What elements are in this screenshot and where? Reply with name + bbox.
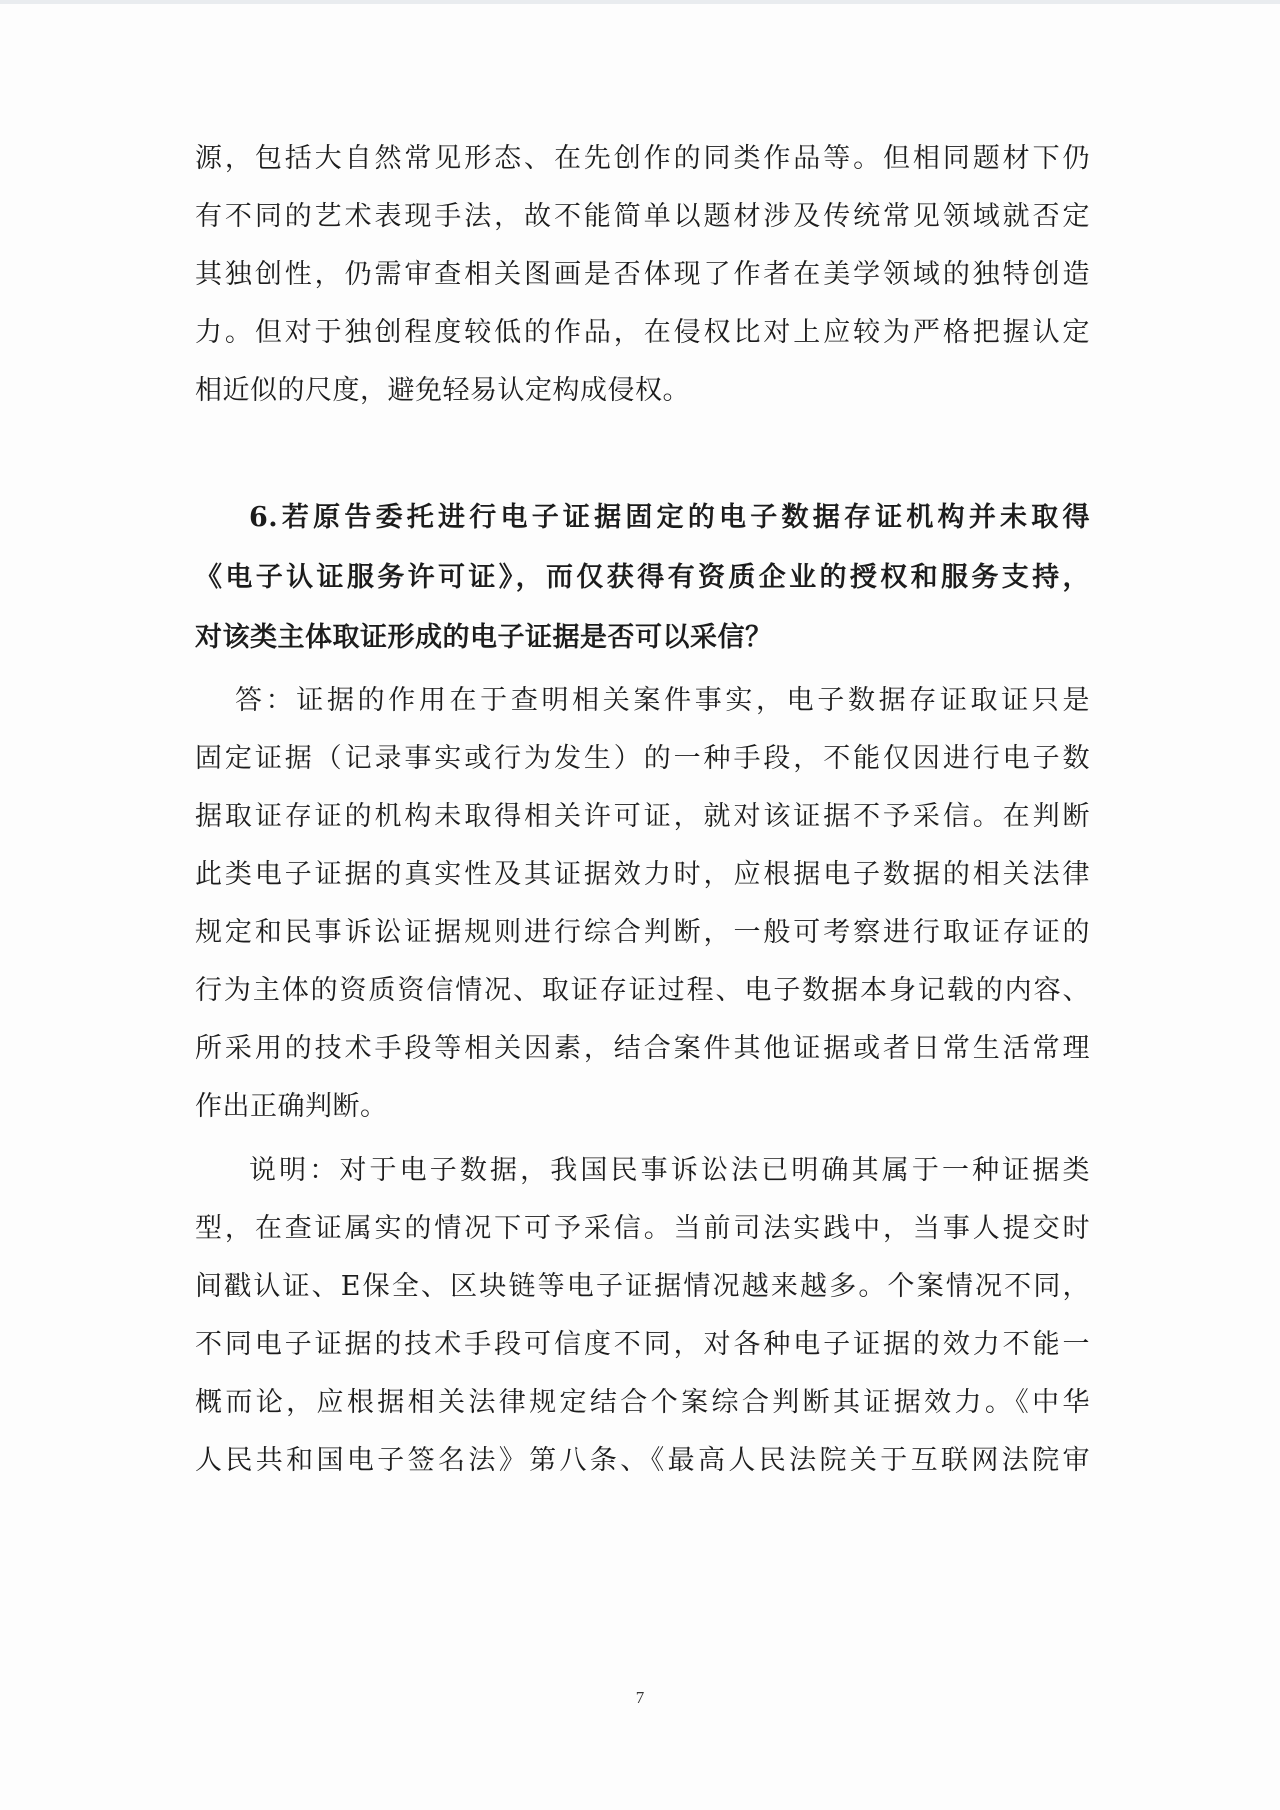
text-line: 所采用的技术手段等相关因素，结合案件其他证据或者日常生活常理 — [195, 1033, 1090, 1064]
text-line: 不同电子证据的技术手段可信度不同，对各种电子证据的效力不能一 — [195, 1329, 1090, 1360]
text-line: 规定和民事诉讼证据规则进行综合判断，一般可考察进行取证存证的 — [195, 917, 1090, 948]
page-content — [195, 130, 1090, 1490]
text-line: 此类电子证据的真实性及其证据效力时，应根据电子数据的相关法律 — [195, 859, 1090, 890]
text-line: 相近似的尺度，避免轻易认定构成侵权。 — [195, 375, 690, 406]
text-line: 源，包括大自然常见形态、在先创作的同类作品等。但相同题材下仍 — [195, 143, 1090, 174]
paragraph-continued — [195, 130, 1090, 420]
text-line: 固定证据（记录事实或行为发生）的一种手段，不能仅因进行电子数 — [195, 743, 1090, 774]
text-line: 行为主体的资质资信情况、取证存证过程、电子数据本身记载的内容、 — [195, 975, 1090, 1006]
page-number: 7 — [635, 1688, 645, 1707]
text-line: 答：证据的作用在于查明相关案件事实，电子数据存证取证只是 — [235, 685, 1090, 716]
scan-edge — [0, 0, 1280, 4]
text-line: 型，在查证属实的情况下可予采信。当前司法实践中，当事人提交时 — [195, 1213, 1090, 1244]
section-gap — [195, 420, 1090, 488]
heading-line: 6.若原告委托进行电子证据固定的电子数据存证机构并未取得 — [249, 502, 1090, 533]
heading-line: 《电子认证服务许可证》，而仅获得有资质企业的授权和服务支持， — [195, 562, 1090, 593]
text-line: 作出正确判断。 — [195, 1091, 388, 1122]
explanation-paragraph — [195, 1142, 1090, 1490]
text-line: 有不同的艺术表现手法，故不能简单以题材涉及传统常见领域就否定 — [195, 201, 1090, 232]
text-line: 力。但对于独创程度较低的作品，在侵权比对上应较为严格把握认定 — [195, 317, 1090, 348]
text-line: 其独创性，仍需审查相关图画是否体现了作者在美学领域的独特创造 — [195, 259, 1090, 290]
text-line: 人民共和国电子签名法》第八条、《最高人民法院关于互联网法院审 — [195, 1445, 1090, 1476]
question-heading — [195, 488, 1090, 668]
text-line: 据取证存证的机构未取得相关许可证，就对该证据不予采信。在判断 — [195, 801, 1090, 832]
text-line: 概而论，应根据相关法律规定结合个案综合判断其证据效力。《中华 — [195, 1387, 1090, 1418]
text-line: 间戳认证、E保全、区块链等电子证据情况越来越多。个案情况不同， — [195, 1271, 1090, 1302]
answer-paragraph — [195, 672, 1090, 1136]
text-line: 说明：对于电子数据，我国民事诉讼法已明确其属于一种证据类 — [249, 1155, 1090, 1186]
heading-line: 对该类主体取证形成的电子证据是否可以采信？ — [195, 622, 773, 653]
